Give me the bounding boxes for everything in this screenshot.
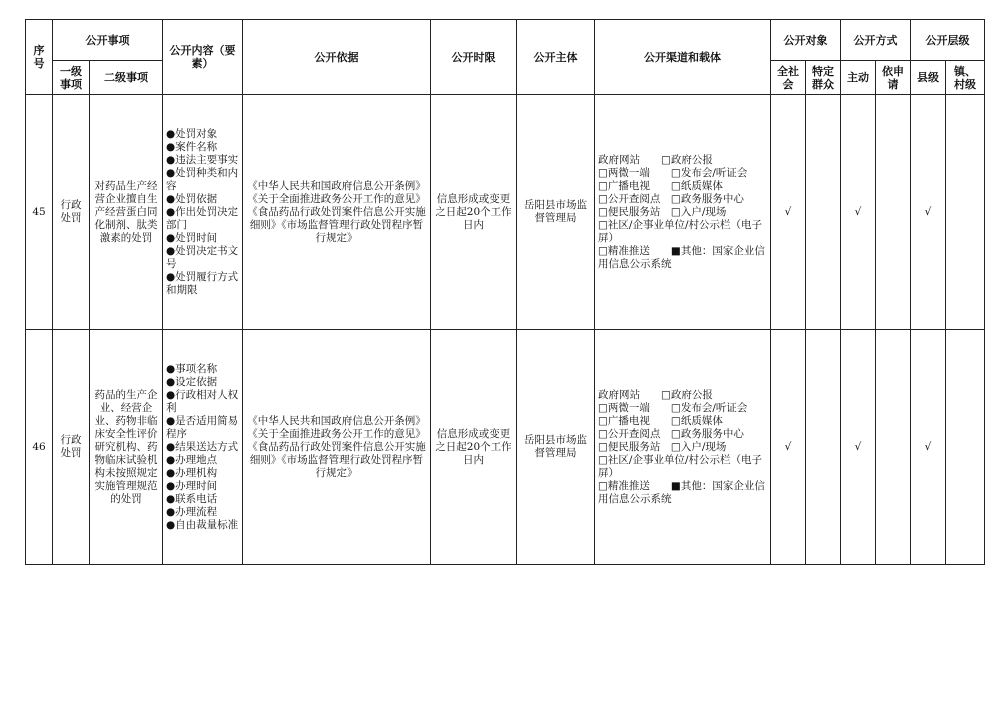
row-method-active: √: [841, 330, 876, 565]
row-basis: 《中华人民共和国政府信息公开条例》《关于全面推进政务公开工作的意见》《食品药品行政处罚案件信息公开实施细则》《市场监督管理行政处罚程序暂行规定》: [243, 330, 431, 565]
channel-item: 政府网站 □政府公报: [598, 153, 713, 166]
content-item: ●办理地点: [166, 453, 218, 466]
row-channels: [595, 95, 771, 330]
content-item: ●办理机构: [166, 466, 218, 479]
row-level-town: [946, 330, 985, 565]
content-item: ●行政相对人权利: [166, 388, 239, 414]
header-seq: 序号: [26, 20, 53, 95]
content-item: ●处罚履行方式和期限: [166, 270, 239, 296]
content-item: ●作出处罚决定部门: [166, 205, 239, 231]
content-item: ●自由裁量标准: [166, 518, 239, 531]
header-method: 公开方式: [841, 20, 911, 61]
row-target-all: √: [771, 95, 806, 330]
channel-item: □广播电视 □纸质媒体: [598, 414, 723, 427]
header-matter: 公开事项: [53, 20, 163, 61]
content-item: ●联系电话: [166, 492, 218, 505]
row-method-request: [876, 95, 911, 330]
header-method-active: 主动: [841, 61, 876, 95]
content-item: ●处罚时间: [166, 231, 218, 244]
row-level-county: √: [911, 330, 946, 565]
row-method-request: [876, 330, 911, 565]
row-subject: 岳阳县市场监督管理局: [517, 330, 595, 565]
row-contents: [163, 95, 243, 330]
channel-item: □精准推送 ■其他：国家企业信用信息公示系统: [598, 479, 765, 505]
content-item: ●案件名称: [166, 140, 218, 153]
content-item: ●处罚决定书文号: [166, 244, 239, 270]
channel-item: □社区/企事业单位/村公示栏（电子屏）: [598, 218, 762, 244]
content-item: ●处罚对象: [166, 127, 218, 140]
header-content: 公开内容（要素）: [163, 20, 243, 95]
content-item: ●设定依据: [166, 375, 218, 388]
header-matter-l1: 一级事项: [53, 61, 90, 95]
header-target-group: 特定群众: [806, 61, 841, 95]
channel-item: □便民服务站 □入户/现场: [598, 440, 727, 453]
content-item: ●是否适用简易程序: [166, 414, 239, 440]
row-l1: 行政处罚: [53, 95, 90, 330]
channel-item: □两微一端 □发布会/听证会: [598, 166, 748, 179]
row-time-limit: 信息形成或变更之日起20个工作日内: [431, 95, 517, 330]
row-l1: 行政处罚: [53, 330, 90, 565]
channel-item: □两微一端 □发布会/听证会: [598, 401, 748, 414]
channel-item: □社区/企事业单位/村公示栏（电子屏）: [598, 453, 762, 479]
row-basis: 《中华人民共和国政府信息公开条例》《关于全面推进政务公开工作的意见》《食品药品行政处罚案件信息公开实施细则》《市场监督管理行政处罚程序暂行规定》: [243, 95, 431, 330]
header-level-county: 县级: [911, 61, 946, 95]
row-level-town: [946, 95, 985, 330]
disclosure-table: [25, 19, 985, 565]
row-method-active: √: [841, 95, 876, 330]
header-subject: 公开主体: [517, 20, 595, 95]
row-subject: 岳阳县市场监督管理局: [517, 95, 595, 330]
content-item: ●处罚依据: [166, 192, 218, 205]
content-item: ●结果送达方式: [166, 440, 239, 453]
row-target-all: √: [771, 330, 806, 565]
content-item: ●事项名称: [166, 362, 218, 375]
row-l2: 药品的生产企业、经营企业、药物非临床安全性评价研究机构、药物临床试验机构未按照规定实施管理规范的处罚: [90, 330, 163, 565]
header-method-request: 依申请: [876, 61, 911, 95]
channel-item: 政府网站 □政府公报: [598, 388, 713, 401]
row-contents: [163, 330, 243, 565]
row-target-group: [806, 330, 841, 565]
header-matter-l2: 二级事项: [90, 61, 163, 95]
row-seq: 45: [26, 95, 53, 330]
row-time-limit: 信息形成或变更之日起20个工作日内: [431, 330, 517, 565]
content-item: ●办理流程: [166, 505, 218, 518]
row-seq: 46: [26, 330, 53, 565]
content-item: ●处罚种类和内容: [166, 166, 239, 192]
channel-item: □便民服务站 □入户/现场: [598, 205, 727, 218]
header-level: 公开层级: [911, 20, 985, 61]
header-target: 公开对象: [771, 20, 841, 61]
row-l2: 对药品生产经营企业擅自生产经营蛋白同化制剂、肽类激素的处罚: [90, 95, 163, 330]
row-channels: [595, 330, 771, 565]
table-row: [26, 330, 985, 565]
content-item: ●办理时间: [166, 479, 218, 492]
header-channel: 公开渠道和载体: [595, 20, 771, 95]
header-level-town: 镇、村级: [946, 61, 985, 95]
row-target-group: [806, 95, 841, 330]
header-basis: 公开依据: [243, 20, 431, 95]
channel-item: □广播电视 □纸质媒体: [598, 179, 723, 192]
channel-item: □公开查阅点 □政务服务中心: [598, 192, 744, 205]
table-row: [26, 95, 985, 330]
header-target-all: 全社会: [771, 61, 806, 95]
channel-item: □公开查阅点 □政务服务中心: [598, 427, 744, 440]
header-time-limit: 公开时限: [431, 20, 517, 95]
channel-item: □精准推送 ■其他：国家企业信用信息公示系统: [598, 244, 765, 270]
row-level-county: √: [911, 95, 946, 330]
content-item: ●违法主要事实: [166, 153, 239, 166]
